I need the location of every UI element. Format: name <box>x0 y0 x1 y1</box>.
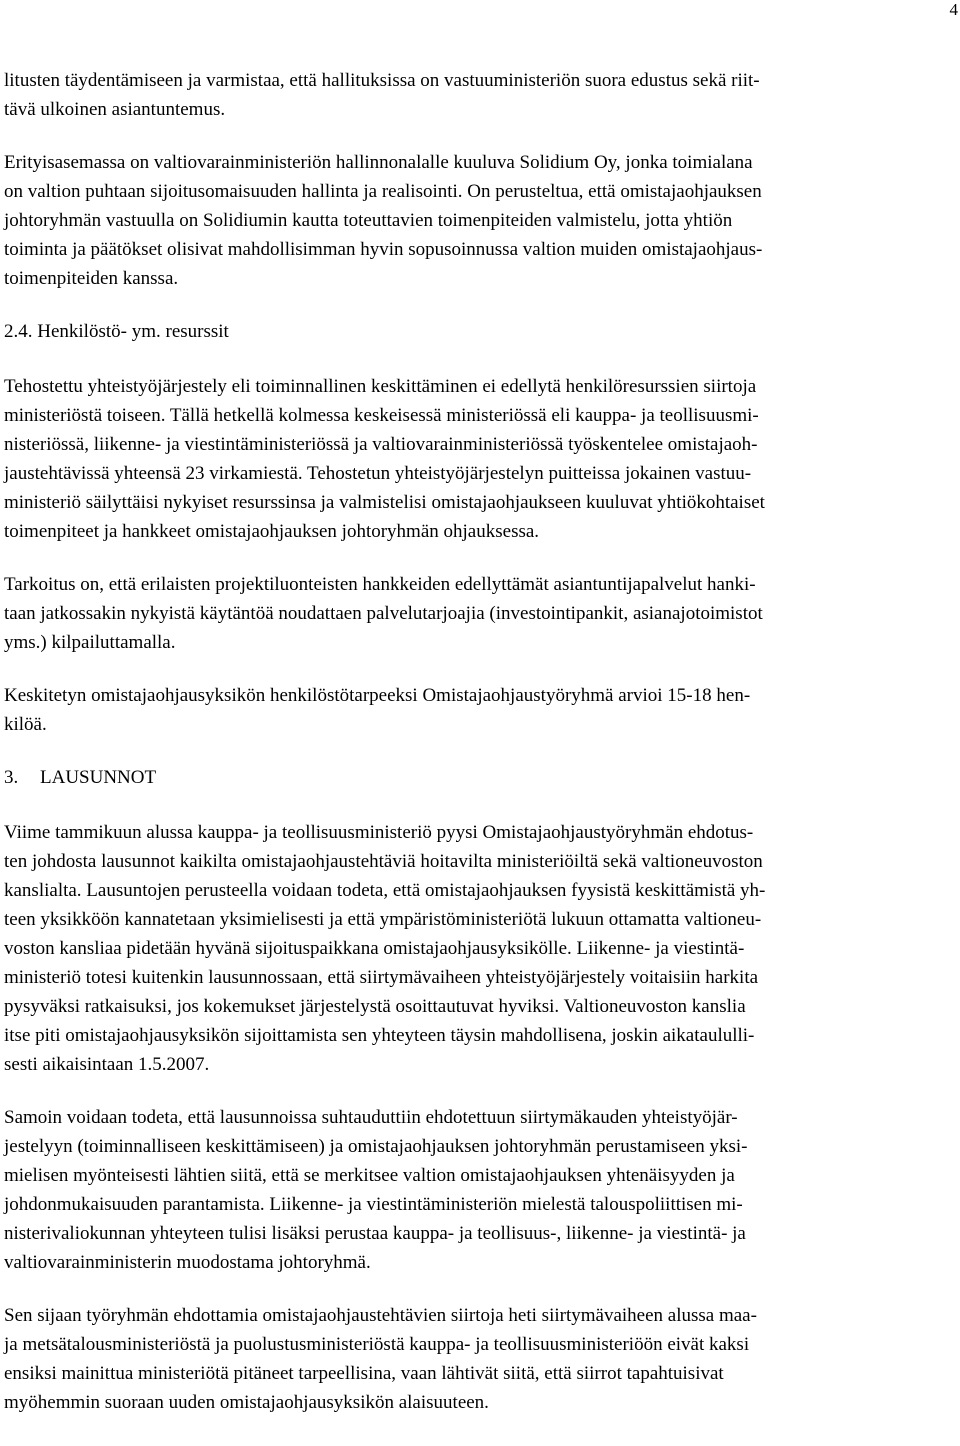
text-line: Keskitetyn omistajaohjausyksikön henkilöstötarpeeksi Omistajaohjaustyöryhmä arvioi 15-18 hen- <box>4 685 751 706</box>
page-number: 4 <box>949 0 958 19</box>
text-line: nisterivaliokunnan yhteyteen tulisi lisäksi perustaa kauppa- ja teollisuus-, liikenne- ja viestintä- ja <box>4 1223 746 1244</box>
paragraph <box>4 570 954 657</box>
text-line: jaustehtävissä yhteensä 23 virkamiestä. Tehostetun yhteistyöjärjestelyn puitteissa jokainen vastuu- <box>4 463 752 484</box>
text-line: johdonmukaisuuden parantamista. Liikenne- ja viestintäministeriön mielestä talouspoliittisen mi- <box>4 1194 743 1215</box>
text-line: voston kansliaa pidetään hyvänä sijoituspaikkana omistajaohjausyksikölle. Liikenne- ja viestintä- <box>4 938 745 959</box>
text-line: johtoryhmän vastuulla on Solidiumin kautta toteuttavien toimenpiteiden valmistelu, jotta yhtiön <box>4 210 733 231</box>
text-line: Sen sijaan työryhmän ehdottamia omistajaohjaustehtävien siirtoja heti siirtymävaiheen alussa maa- <box>4 1305 757 1326</box>
text-line: sesti aikaisintaan 1.5.2007. <box>4 1054 210 1075</box>
paragraph <box>4 818 954 1079</box>
heading-number: 3. <box>4 767 19 788</box>
text-line: valtiovarainministerin muodostama johtoryhmä. <box>4 1252 371 1273</box>
text-line: teen yksikköön kannatetaan yksimielisesti ja että ympäristöministeriötä lukuun ottamatta valtioneu- <box>4 909 762 930</box>
text-line: Samoin voidaan todeta, että lausunnoissa suhtauduttiin ehdotettuun siirtymäkauden yhteistyöjär- <box>4 1107 738 1128</box>
text-line: jestelyyn (toiminnalliseen keskittämiseen) ja omistajaohjauksen johtoryhmän perustamiseen yksi- <box>4 1136 748 1157</box>
paragraph <box>4 1301 954 1417</box>
text-line: pysyväksi ratkaisuksi, jos kokemukset järjestelystä osoittautuvat hyviksi. Valtioneuvoston kanslia <box>4 996 746 1017</box>
text-line: Erityisasemassa on valtiovarainministeriön hallinnonalalle kuuluva Solidium Oy, jonka toimialana <box>4 152 753 173</box>
paragraph <box>4 148 954 293</box>
section-heading-3 <box>4 763 954 792</box>
text-line: toiminta ja päätökset olisivat mahdollisimman hyvin sopusoinnussa valtion muiden omistajaohjaus- <box>4 239 763 260</box>
text-line: ten johdosta lausunnot kaikilta omistajaohjaustehtäviä hoitavilta ministeriöiltä sekä valtioneuvoston <box>4 851 763 872</box>
text-line: kilöä. <box>4 714 47 735</box>
text-line: ensiksi mainittua ministeriötä pitäneet tarpeellisina, vaan lähtivät siitä, että siirrot tapahtuisivat <box>4 1363 724 1384</box>
document-body <box>4 66 954 1446</box>
text-line: myöhemmin suoraan uuden omistajaohjausyksikön alaisuuteen. <box>4 1392 489 1413</box>
text-line: toimenpiteet ja hankkeet omistajaohjauksen johtoryhmän ohjauksessa. <box>4 521 540 542</box>
text-line: itse piti omistajaohjausyksikön sijoittamista sen yhteyteen täysin mahdollisena, joskin aikataululli- <box>4 1025 755 1046</box>
text-line: ministeriö totesi kuitenkin lausunnossaan, että siirtymävaiheen yhteistyöjärjestely voitaisiin harkita <box>4 967 759 988</box>
text-line: tävä ulkoinen asiantuntemus. <box>4 99 226 120</box>
text-line: nisteriössä, liikenne- ja viestintäministeriössä ja valtiovarainministeriössä työskentelee omistajaoh- <box>4 434 758 455</box>
paragraph <box>4 66 954 124</box>
text-line: ministeriö säilyttäisi nykyiset resurssinsa ja valmistelisi omistajaohjaukseen kuuluvat yhtiökohtaiset <box>4 492 765 513</box>
section-heading-2-4 <box>4 317 954 346</box>
text-line: litusten täydentämiseen ja varmistaa, että hallituksissa on vastuuministeriön suora edustus sekä riit- <box>4 70 760 91</box>
text-line: on valtion puhtaan sijoitusomaisuuden hallinta ja realisointi. On perusteltua, että omistajaohjauksen <box>4 181 762 202</box>
text-line: yms.) kilpailuttamalla. <box>4 632 176 653</box>
paragraph <box>4 1103 954 1277</box>
heading-number: 2.4. <box>4 321 33 342</box>
text-line: toimenpiteiden kanssa. <box>4 268 179 289</box>
text-line: mielisen myönteisesti lähtien siitä, että se merkitsee valtion omistajaohjauksen yhtenäisyyden ja <box>4 1165 735 1186</box>
text-line: taan jatkossakin nykyistä käytäntöä noudattaen palvelutarjoajia (investointipankit, asianajotoimistot <box>4 603 763 624</box>
text-line: ministeriöstä toiseen. Tällä hetkellä kolmessa keskeisessä ministeriössä eli kauppa- ja teollisuusmi- <box>4 405 759 426</box>
text-line: Tehostettu yhteistyöjärjestely eli toiminnallinen keskittäminen ei edellytä henkilöresurssien siirtoja <box>4 376 757 397</box>
paragraph <box>4 681 954 739</box>
heading-text: Henkilöstö- ym. resurssit <box>37 321 229 342</box>
text-line: Tarkoitus on, että erilaisten projektiluonteisten hankkeiden edellyttämät asiantuntijapalvelut hanki- <box>4 574 756 595</box>
heading-text: LAUSUNNOT <box>40 767 157 788</box>
paragraph <box>4 372 954 546</box>
text-line: Viime tammikuun alussa kauppa- ja teollisuusministeriö pyysi Omistajaohjaustyöryhmän ehdotus- <box>4 822 754 843</box>
text-line: kanslialta. Lausuntojen perusteella voidaan todeta, että omistajaohjauksen fyysistä keskittämistä yh- <box>4 880 766 901</box>
text-line: ja metsätalousministeriöstä ja puolustusministeriöstä kauppa- ja teollisuusministeriöön eivät kaksi <box>4 1334 750 1355</box>
